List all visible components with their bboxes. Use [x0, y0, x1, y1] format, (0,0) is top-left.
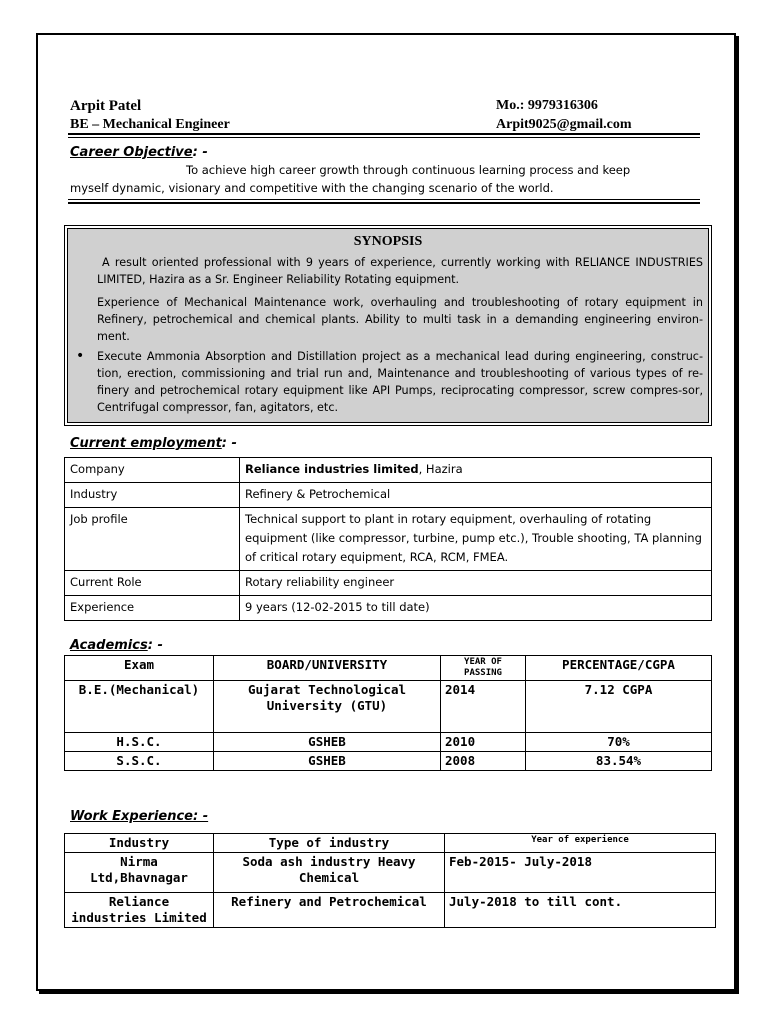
career-objective-line1: To achieve high career growth through continuous learning process and keep	[186, 163, 631, 177]
table-row	[65, 483, 712, 508]
row-value: Reliance industries limited, Hazira	[240, 458, 712, 483]
career-objective-line2: myself dynamic, visionary and competitive with the changing scenario of the world.	[70, 181, 554, 195]
column-header: Exam	[65, 656, 214, 681]
header-rule-bottom	[68, 137, 700, 138]
score-cell: 83.54%	[526, 752, 712, 771]
row-value: Technical support to plant in rotary equipment, overhauling of rotating equipment (like compressor, turbine, pump etc.), Trouble shooting, TA planning of critical rotary equipment, RCA, RCM, FMEA.	[240, 508, 712, 571]
mobile-number: Mo.: 9979316306	[496, 98, 598, 113]
column-header: PERCENTAGE/CGPA	[526, 656, 712, 681]
synopsis-paragraph-2: Experience of Mechanical Maintenance work, overhauling and troubleshooting of rotary equipment in Refinery, petrochemical and chemical plants. Ability to multi task in a demanding engineering environ-ment.	[97, 296, 703, 343]
type-cell: Refinery and Petrochemical	[214, 893, 445, 928]
score-cell: 7.12 CGPA	[526, 681, 712, 733]
academics-heading: Academics: -	[70, 638, 163, 653]
candidate-name: Arpit Patel	[70, 98, 142, 114]
objective-rule-top	[68, 199, 700, 200]
table-header-row	[65, 834, 716, 853]
exam-cell: H.S.C.	[65, 733, 214, 752]
current-employment-heading: Current employment: -	[70, 436, 237, 451]
candidate-degree: BE – Mechanical Engineer	[70, 117, 230, 132]
exam-cell: B.E.(Mechanical)	[65, 681, 214, 733]
academics-table	[64, 655, 712, 771]
career-objective-heading: Career Objective: -	[70, 145, 208, 160]
employment-table	[64, 457, 712, 621]
table-row	[65, 571, 712, 596]
synopsis-title: SYNOPSIS	[353, 234, 423, 249]
column-header: BOARD/UNIVERSITY	[214, 656, 441, 681]
bullet-icon: •	[76, 348, 85, 364]
table-row	[65, 893, 716, 928]
synopsis-box	[64, 225, 712, 426]
column-header: Industry	[65, 834, 214, 853]
row-label: Current Role	[65, 571, 240, 596]
work-experience-table	[64, 833, 716, 928]
synopsis-bullet-1: Execute Ammonia Absorption and Distillation project as a mechanical lead during engineering, construc-tion, erection, commissioning and trial run and, Maintenance and troubleshooting of various types of re-finery and petrochemical rotary equipment like API Pumps, reciprocating compressor, screw compres-sor, Centrifugal compressor, fan, agitators, etc.	[97, 350, 703, 414]
industry-cell: Reliance industries Limited	[65, 893, 214, 928]
board-cell: GSHEB	[214, 733, 441, 752]
industry-cell: Nirma Ltd,Bhavnagar	[65, 853, 214, 893]
row-label: Experience	[65, 596, 240, 621]
board-cell: GSHEB	[214, 752, 441, 771]
board-cell: Gujarat Technological University (GTU)	[214, 681, 441, 733]
column-header: Type of industry	[214, 834, 445, 853]
table-header-row	[65, 656, 712, 681]
header-rule-top	[68, 133, 700, 135]
table-row	[65, 853, 716, 893]
row-label: Industry	[65, 483, 240, 508]
column-header: YEAR OF PASSING	[441, 656, 526, 681]
exam-cell: S.S.C.	[65, 752, 214, 771]
resume-page	[36, 33, 736, 991]
column-header: Year of experience	[445, 834, 716, 853]
objective-rule-bottom	[68, 202, 700, 204]
year-cell: 2008	[441, 752, 526, 771]
table-row	[65, 733, 712, 752]
type-cell: Soda ash industry Heavy Chemical	[214, 853, 445, 893]
row-value: 9 years (12-02-2015 to till date)	[240, 596, 712, 621]
row-label: Job profile	[65, 508, 240, 571]
year-cell: 2014	[441, 681, 526, 733]
table-row	[65, 596, 712, 621]
synopsis-paragraph-1: A result oriented professional with 9 years of experience, currently working with RELIANCE INDUSTRIES LIMITED, Hazira as a Sr. Engineer Reliability Rotating equipment.	[97, 256, 703, 286]
score-cell: 70%	[526, 733, 712, 752]
table-row	[65, 458, 712, 483]
row-label: Company	[65, 458, 240, 483]
table-row	[65, 752, 712, 771]
row-value: Rotary reliability engineer	[240, 571, 712, 596]
email-address: Arpit9025@gmail.com	[496, 117, 632, 132]
year-cell: 2010	[441, 733, 526, 752]
table-row	[65, 508, 712, 571]
table-row	[65, 681, 712, 733]
row-value: Refinery & Petrochemical	[240, 483, 712, 508]
years-cell: July-2018 to till cont.	[445, 893, 716, 928]
years-cell: Feb-2015- July-2018	[445, 853, 716, 893]
work-experience-heading: Work Experience: -	[70, 809, 209, 824]
